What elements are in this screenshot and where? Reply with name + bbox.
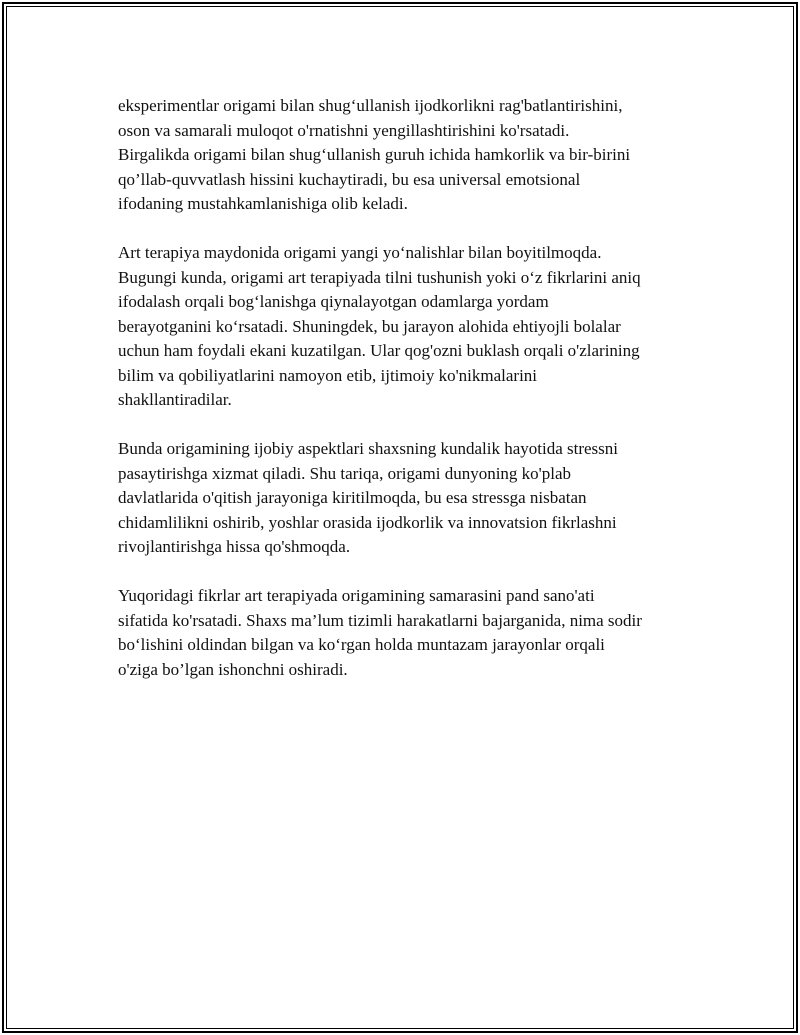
text-line: chidamlilikni oshirib, yoshlar orasida ijodkorlik va innovatsion fikrlashni: [118, 512, 617, 532]
text-line: Bunda origamining ijobiy aspektlari shaxsning kundalik hayotida stressni: [118, 439, 619, 458]
document-body: [118, 94, 718, 707]
text-line: oson va samarali muloqot o'rnatishni yengillashtirishini ko'rsatadi.: [118, 120, 570, 140]
text-line: eksperimentlar origami bilan shug‘ullanish ijodkorlikni rag'batlantirishini,: [118, 96, 623, 115]
text-line: ifodalash orqali bog‘lanishga qiynalayotgan odamlarga yordam: [118, 292, 549, 311]
text-line: bo‘lishini oldindan bilgan va ko‘rgan holda muntazam jarayonlar orqali: [118, 635, 605, 654]
text-line: Yuqoridagi fikrlar art terapiyada origamining samarasini pand sano'ati: [118, 586, 595, 605]
text-line: rivojlantirishga hissa qo'shmoqda.: [118, 537, 351, 556]
text-line: sifatida ko'rsatadi. Shaxs ma’lum tizimli harakatlarni bajarganida, nima sodir: [118, 610, 642, 630]
text-line: Birgalikda origami bilan shug‘ullanish guruh ichida hamkorlik va bir-birini: [118, 145, 631, 164]
paragraph-4: [118, 584, 718, 682]
text-line: pasaytirishga xizmat qiladi. Shu tariqa, origami dunyoning ko'plab: [118, 463, 572, 483]
text-line: o'ziga bo’lgan ishonchni oshiradi.: [118, 659, 348, 679]
text-line: berayotganini ko‘rsatadi. Shuningdek, bu jarayon alohida ehtiyojli bolalar: [118, 316, 621, 336]
text-line: bilim va qobiliyatlarini namoyon etib, ijtimoiy ko'nikmalarini: [118, 365, 538, 385]
text-line: uchun ham foydali ekani kuzatilgan. Ular qog'ozni buklash orqali o'zlarining: [118, 341, 640, 360]
text-line: ifodaning mustahkamlanishiga olib keladi.: [118, 194, 408, 213]
paragraph-2: [118, 241, 718, 413]
text-line: davlatlarida o'qitish jarayoniga kiritilmoqda, bu esa stressga nisbatan: [118, 488, 587, 507]
text-line: Art terapiya maydonida origami yangi yo‘nalishlar bilan boyitilmoqda.: [118, 243, 602, 262]
paragraph-3: [118, 437, 718, 560]
text-line: qo’llab-quvvatlash hissini kuchaytiradi, bu esa universal emotsional: [118, 169, 581, 189]
text-line: shakllantiradilar.: [118, 390, 232, 409]
text-line: Bugungi kunda, origami art terapiyada tilni tushunish yoki o‘z fikrlarini aniq: [118, 267, 641, 287]
paragraph-1: [118, 94, 718, 217]
